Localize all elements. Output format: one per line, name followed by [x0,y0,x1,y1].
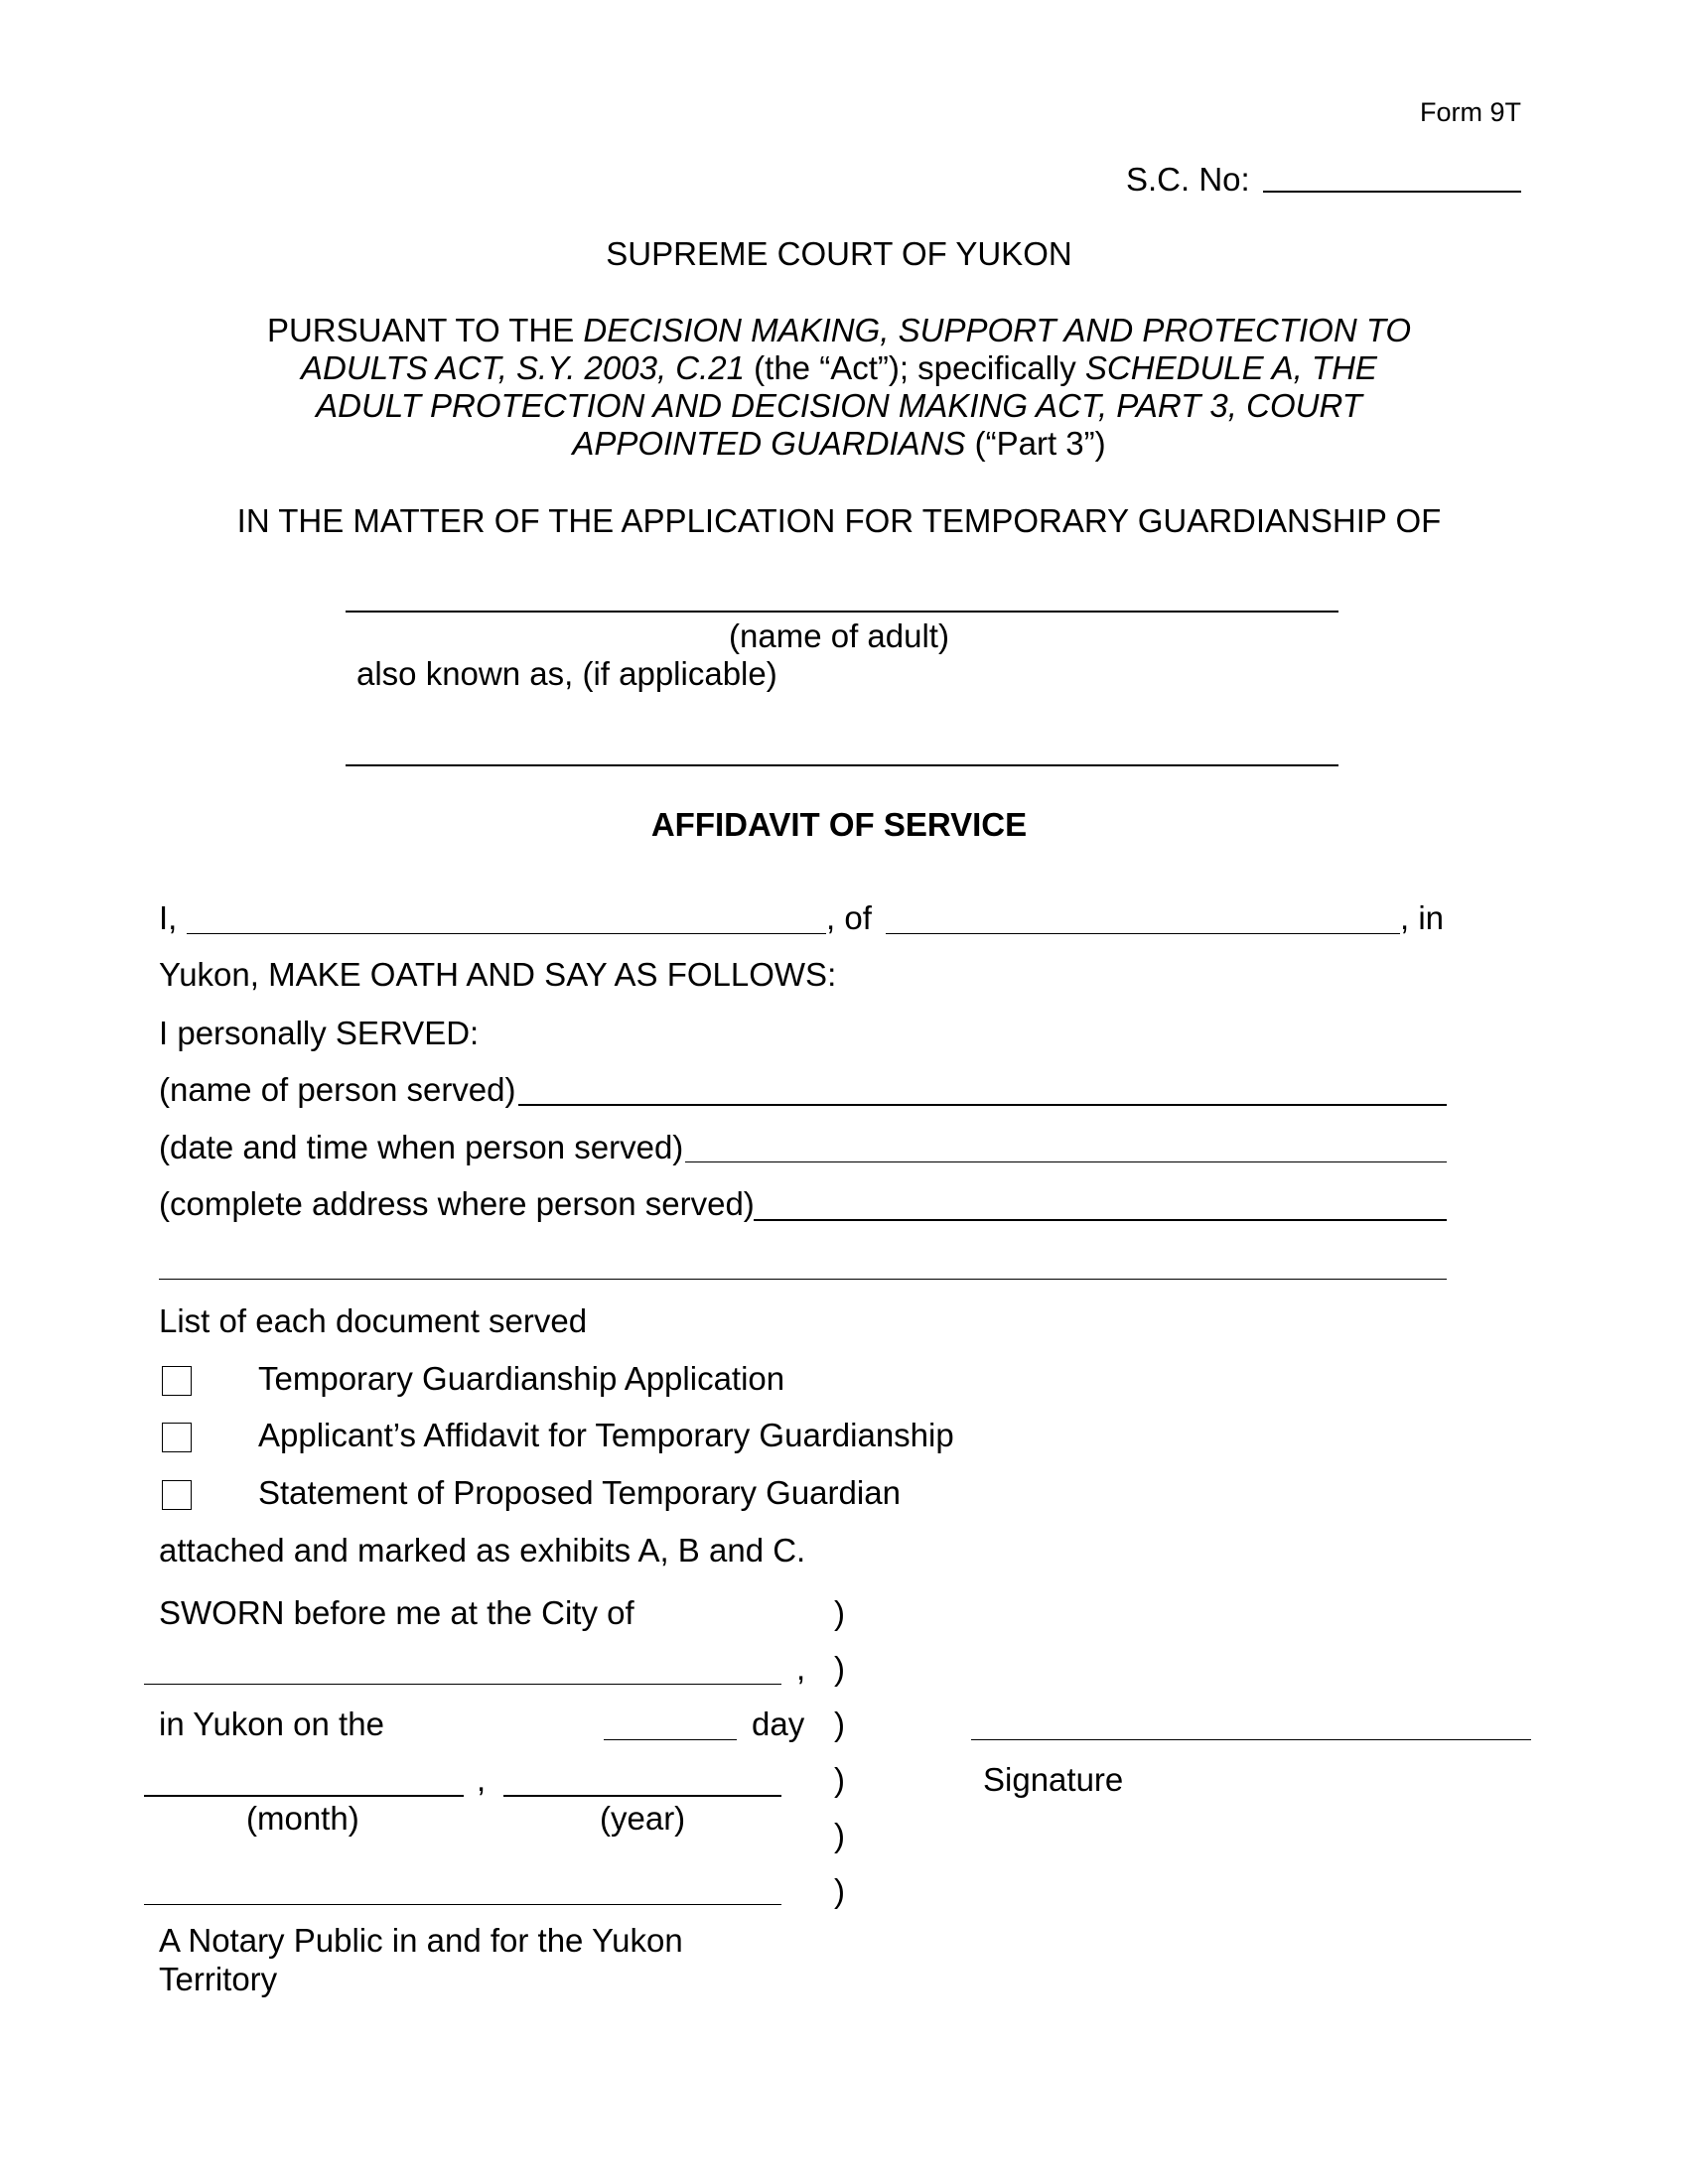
jurat-bracket-1: ) [834,1594,845,1631]
notary-signature-field[interactable] [144,1904,781,1905]
aka-field[interactable] [346,764,1338,766]
pursuant-line-1 [0,312,1683,349]
year-label: (year) [600,1800,686,1837]
pursuant-line-1-act: DECISION MAKING, SUPPORT AND PROTECTION TO [583,312,1412,348]
signature-field[interactable] [971,1739,1531,1740]
pursuant-line-2-text: (the “Act”); specifically [745,349,1085,386]
in-label: , in [1400,899,1445,936]
document-label-statement: Statement of Proposed Temporary Guardian [258,1474,901,1511]
pursuant-line-4-part: APPOINTED GUARDIANS [572,425,966,462]
affidavit-title: AFFIDAVIT OF SERVICE [650,806,1028,843]
document-checkbox-affidavit[interactable] [162,1423,192,1452]
exhibits-line: attached and marked as exhibits A, B and C. [159,1532,806,1569]
address-served-field[interactable] [754,1219,1447,1221]
jurat-bracket-5: ) [834,1817,845,1853]
jurat-bracket-4: ) [834,1761,845,1798]
deponent-name-field[interactable] [187,933,826,934]
pursuant-line-4 [0,425,1683,463]
date-served-label: (date and time when person served) [159,1129,684,1165]
name-served-field[interactable] [518,1104,1447,1106]
signature-label: Signature [983,1761,1124,1798]
pursuant-line-2-schedule: SCHEDULE A, THE [1084,349,1377,386]
month-label: (month) [246,1800,359,1837]
city-comma: , [796,1650,806,1687]
city-field[interactable] [144,1684,781,1685]
month-field[interactable] [144,1795,464,1797]
notary-line-2: Territory [159,1961,278,1997]
sc-no-label: S.C. No: [1126,161,1250,198]
pursuant-line-4-text: (“Part 3”) [965,425,1106,462]
jurat-bracket-6: ) [834,1872,845,1909]
notary-line-1: A Notary Public in and for the Yukon [159,1922,683,1959]
deponent-label: I, [159,899,178,936]
document-checkbox-statement[interactable] [162,1480,192,1510]
sc-no-field[interactable] [1263,191,1521,193]
day-field[interactable] [604,1739,737,1740]
day-label: day [752,1706,805,1742]
document-label-application: Temporary Guardianship Application [258,1360,785,1397]
address-served-label: (complete address where person served) [159,1185,755,1222]
pursuant-line-1-prefix: PURSUANT TO THE [266,312,584,348]
document-label-affidavit: Applicant’s Affidavit for Temporary Guardianship [258,1417,954,1453]
jurat-bracket-2: ) [834,1650,845,1687]
documents-heading: List of each document served [159,1302,588,1339]
month-year-comma: , [477,1761,487,1798]
date-served-field[interactable] [685,1161,1447,1162]
name-of-adult-label: (name of adult) [729,617,949,654]
deponent-location-field[interactable] [886,933,1400,934]
of-label: , of [826,899,872,936]
jurat-bracket-3: ) [834,1706,845,1742]
pursuant-line-3-act: ADULT PROTECTION AND DECISION MAKING ACT, PART 3, COURT [316,387,1362,424]
matter-heading: IN THE MATTER OF THE APPLICATION FOR TEMPORARY GUARDIANSHIP OF [236,502,1442,539]
oath-statement: Yukon, MAKE OATH AND SAY AS FOLLOWS: [159,956,837,993]
court-name: SUPREME COURT OF YUKON [606,235,1072,272]
pursuant-line-2-act: ADULTS ACT, S.Y. 2003, C.21 [301,349,745,386]
pursuant-line-2 [0,349,1683,387]
in-yukon-label: in Yukon on the [159,1706,384,1742]
aka-label: also known as, (if applicable) [356,655,777,692]
name-served-label: (name of person served) [159,1071,516,1108]
name-of-adult-field[interactable] [346,611,1338,613]
pursuant-line-3 [0,387,1683,425]
year-field[interactable] [503,1795,781,1797]
served-heading: I personally SERVED: [159,1015,480,1051]
form-number: Form 9T [1419,97,1521,127]
sworn-label: SWORN before me at the City of [159,1594,634,1631]
address-served-field-continued[interactable] [159,1279,1447,1280]
document-checkbox-application[interactable] [162,1366,192,1396]
